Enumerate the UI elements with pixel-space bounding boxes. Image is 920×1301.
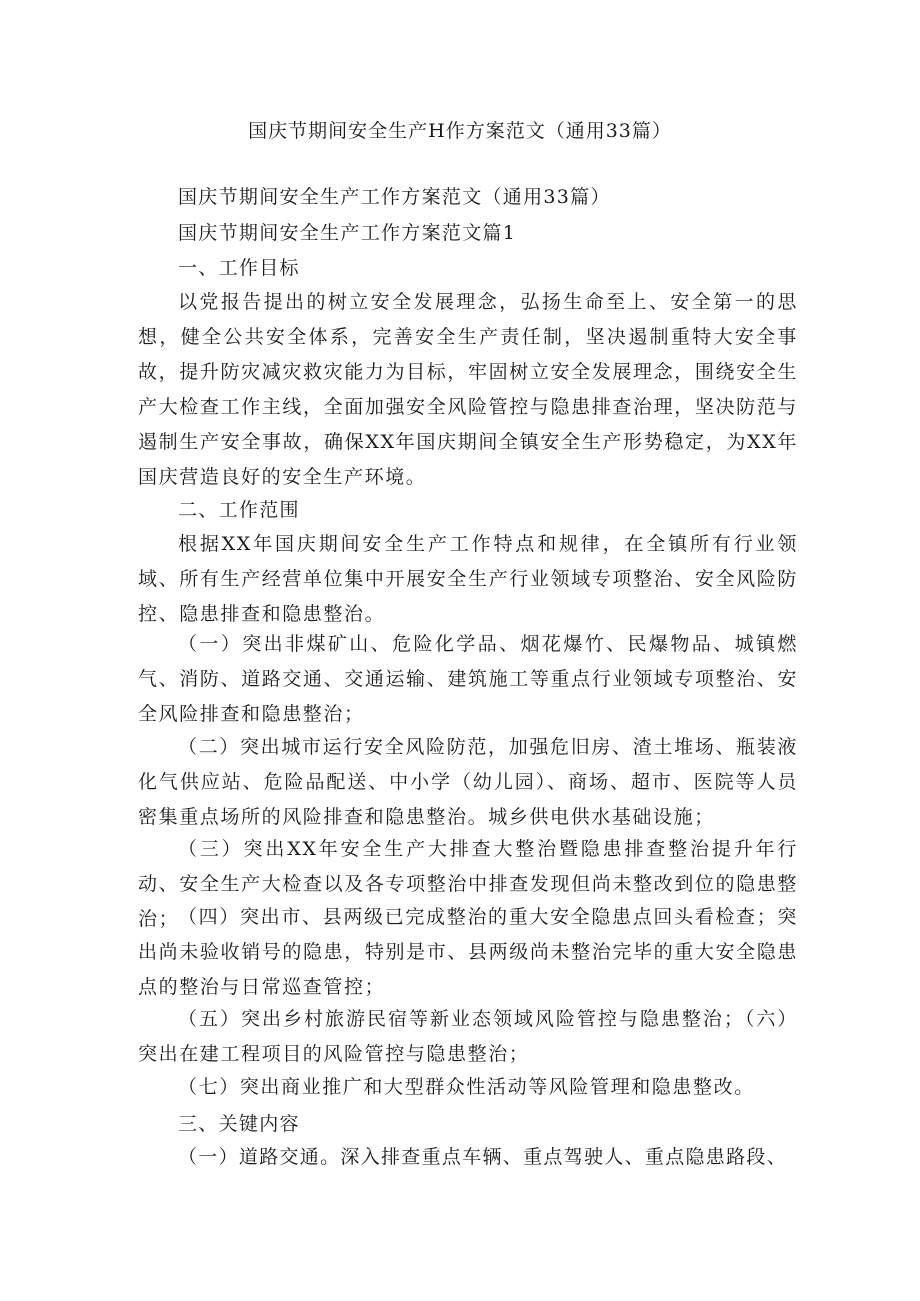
list-item-scope-2: （二）突出城市运行安全风险防范，加强危旧房、渣土堆场、瓶装液化气供应站、危险品配送、中小学（幼儿园）、商场、超市、医院等人员密集重点场所的风险排查和隐患整治。城乡供电供水基础设施； — [138, 736, 798, 828]
list-item-scope-4: （四）突出市、县两级已完成整治的重大安全隐患点回头看检查；突出尚未验收销号的隐患，特别是市、县两级尚未整治完毕的重大安全隐患点的整治与日常巡查管控； — [138, 906, 798, 998]
paragraph-goals: 以党报告提出的树立安全发展理念，弘扬生命至上、安全第一的思想，健全公共安全体系，完善安全生产责任制，坚决遏制重特大安全事故，提升防灾减灾救灾能力为目标，牢固树立安全发展理念，围绕安全生产大检查工作主线，全面加强安全风险管控与隐患排查治理，坚决防范与遏制生产安全事故，确保XX年国庆期间全镇安全生产形势稳定，为XX年国庆营造良好的安全生产环境。 — [138, 291, 798, 488]
list-item-scope-3: （三）突出XX年安全生产大排查大整治暨隐患排查整治提升年行动、安全生产大检查以及各专项整治中排查发现但尚未整改到位的隐患整治； — [138, 838, 798, 930]
document-subtitle: 国庆节期间安全生产工作方案范文（通用33篇） — [178, 186, 611, 208]
section-heading-goals: 一、工作目标 — [178, 257, 300, 279]
document-title: 国庆节期间安全生产H作方案范文（通用33篇） — [248, 120, 672, 142]
paragraph-scope: 根据XX年国庆期间安全生产工作特点和规律，在全镇所有行业领域、所有生产经营单位集中开展安全生产行业领域专项整治、安全风险防控、隐患排查和隐患整治。 — [138, 533, 798, 625]
list-item-scope-7: （七）突出商业推广和大型群众性活动等风险管理和隐患整改。 — [178, 1076, 755, 1098]
list-item-scope-1: （一）突出非煤矿山、危险化学品、烟花爆竹、民爆物品、城镇燃气、消防、道路交通、交通运输、建筑施工等重点行业领域专项整治、安全风险排查和隐患整治； — [138, 633, 798, 725]
section-heading-key-content: 三、关键内容 — [178, 1113, 300, 1135]
article-heading: 国庆节期间安全生产工作方案范文篇1 — [178, 222, 517, 244]
list-item-scope-5: （五）突出乡村旅游民宿等新业态领域风险管控与隐患整治；（六）突出在建工程项目的风险管控与隐患整治； — [138, 1008, 798, 1065]
list-item-key-content-1: （一）道路交通。深入排查重点车辆、重点驾驶人、重点隐患路段、 — [178, 1146, 788, 1168]
section-heading-scope: 二、工作范围 — [178, 499, 300, 521]
